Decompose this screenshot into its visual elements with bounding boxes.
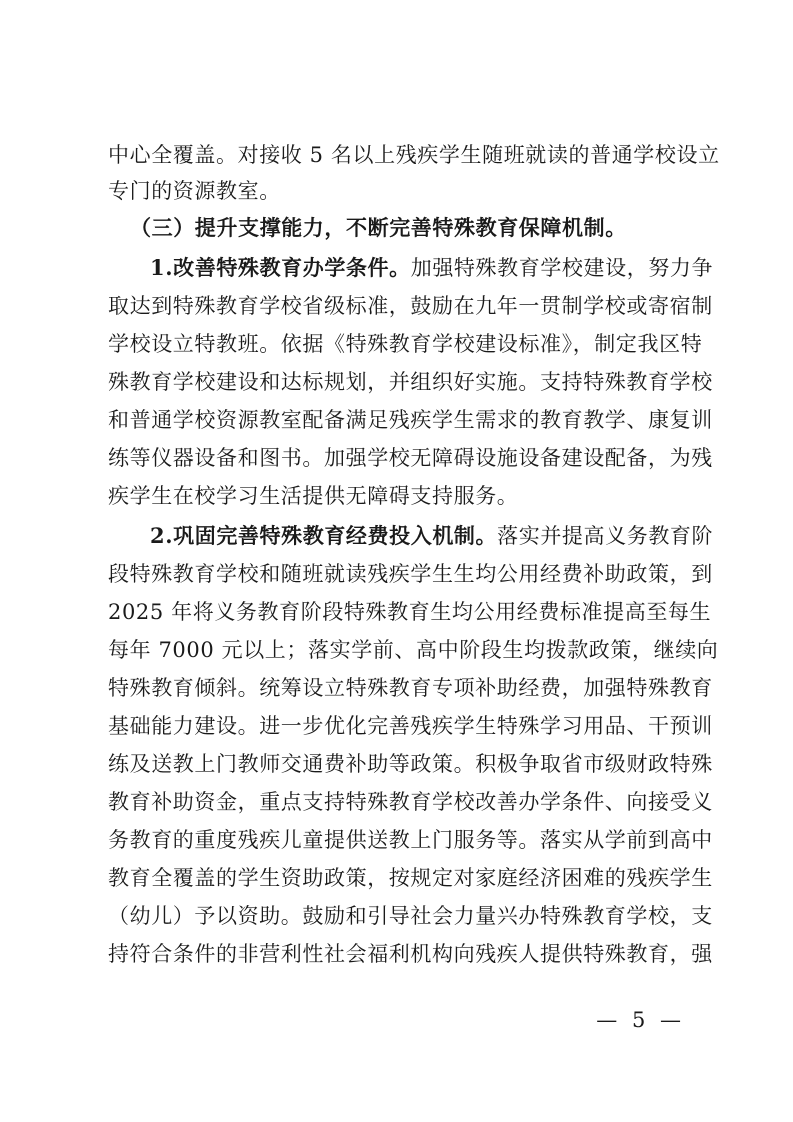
paragraph-heading: 1.改善特殊教育办学条件。 — [150, 255, 411, 280]
text-line: 基础能力建设。进一步优化完善残疾学生特殊学习用品、干预训 — [108, 714, 713, 738]
text-line: 殊教育学校建设和达标规划，并组织好实施。支持特殊教育学校 — [108, 370, 713, 394]
text-line: 每年 7000 元以上；落实学前、高中阶段生均拨款政策，继续向 — [108, 638, 719, 662]
text-line: 中心全覆盖。对接收 5 名以上残疾学生随班就读的普通学校设立 — [108, 143, 720, 167]
text-line: 务教育的重度残疾儿童提供送教上门服务等。落实从学前到高中 — [108, 828, 713, 852]
text-span: 加强特殊教育学校建设，努力争 — [410, 256, 714, 280]
text-line: 疾学生在校学习生活提供无障碍支持服务。 — [108, 484, 519, 508]
text-line: 2025 年将义务教育阶段特殊教育生均公用经费标准提高至每生 — [108, 600, 712, 624]
text-line: （幼儿）予以资助。鼓励和引导社会力量兴办特殊教育学校，支 — [108, 904, 713, 928]
text-span: 落实并提高义务教育阶 — [497, 524, 714, 548]
text-line: 持符合条件的非营利性社会福利机构向残疾人提供特殊教育，强 — [108, 942, 713, 966]
text-line: 取达到特殊教育学校省级标准，鼓励在九年一贯制学校或寄宿制 — [108, 294, 713, 318]
document-page — [108, 0, 720, 1122]
text-line: 特殊教育倾斜。统筹设立特殊教育专项补助经费，加强特殊教育 — [108, 676, 713, 700]
text-line: 教育全覆盖的学生资助政策，按规定对家庭经济困难的残疾学生 — [108, 866, 713, 890]
text-line: 练等仪器设备和图书。加强学校无障碍设施设备建设配备，为残 — [108, 446, 713, 470]
paragraph-heading: 2.巩固完善特殊教育经费投入机制。 — [150, 523, 498, 548]
paragraph-start-line — [150, 521, 714, 551]
text-line: 学校设立特教班。依据《特殊教育学校建设标准》，制定我区特 — [108, 332, 703, 356]
text-line: 练及送教上门教师交通费补助等政策。积极争取省市级财政特殊 — [108, 752, 713, 776]
paragraph-start-line — [150, 253, 714, 283]
page-number: — 5 — — [596, 1008, 685, 1032]
text-line: 专门的资源教室。 — [108, 179, 281, 203]
text-line: 和普通学校资源教室配备满足残疾学生需求的教育教学、康复训 — [108, 408, 713, 432]
section-heading: （三）提升支撑能力，不断完善特殊教育保障机制。 — [130, 215, 627, 240]
text-line: 教育补助资金，重点支持特殊教育学校改善办学条件、向接受义 — [108, 790, 713, 814]
text-line: 段特殊教育学校和随班就读残疾学生生均公用经费补助政策，到 — [108, 562, 713, 586]
